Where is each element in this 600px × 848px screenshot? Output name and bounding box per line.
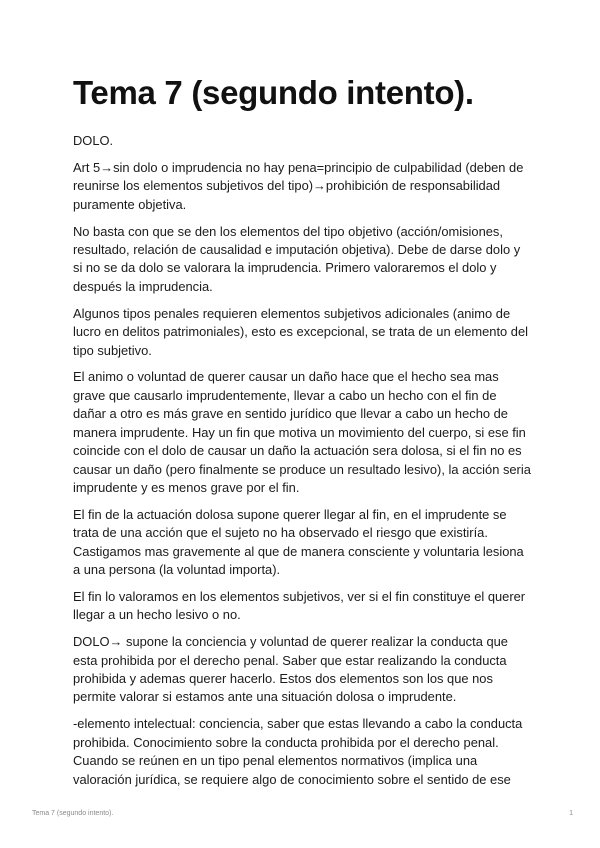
paragraph: DOLO→ supone la conciencia y voluntad de querer realizar la conducta que esta prohibida por el derecho penal. Saber que estar realizando la conducta prohibida y ademas querer hacerlo. Estos dos elementos son los que nos permite valorar si estamos ante una situación dolosa o imprudente. xyxy=(73,634,508,705)
paragraph: -elemento intelectual: conciencia, saber que estas llevando a cabo la conducta prohibida. Conocimiento sobre la conducta prohibida por el derecho penal. Cuando se reúnen en un tipo penal elementos normativos (implica una valoración jurídica, se requiere algo de conocimiento sobre el sentido de ese xyxy=(73,716,523,787)
paragraph: No basta con que se den los elementos del tipo objetivo (acción/omisiones, resultado, relación de causalidad e imputación objetiva). Debe de darse dolo y si no se da dolo se valorara la imprudencia. Primero valoraremos el dolo y después la imprudencia. xyxy=(73,223,521,294)
paragraph: Art 5→sin dolo o imprudencia no hay pena=principio de culpabilidad (deben de reunirse los elementos subjetivos del tipo)→prohibición de responsabilidad puramente objetiva. xyxy=(73,159,524,212)
paragraph-heading-dolo: DOLO. xyxy=(73,133,114,148)
page-title: Tema 7 (segundo intento). xyxy=(73,74,474,111)
paragraph: El animo o voluntad de querer causar un daño hace que el hecho sea mas grave que causarlo imprudentemente, llevar a cabo un hecho con el fin de dañar a otro es más grave en sentido jurídico que llevar a cabo un hecho de manera imprudente. Hay un fin que motiva un movimiento del cuerpo, si ese fin coincide con el dolo de causar un daño la actuación sera dolosa, si el fin no es causar un daño (pero finalmente se produce un resultado lesivo), la acción seria imprudente y es menos grave por el fin. xyxy=(73,369,531,495)
footer-title: Tema 7 (segundo intento). xyxy=(32,810,114,817)
document-page xyxy=(73,74,531,798)
paragraph: El fin de la actuación dolosa supone querer llegar al fin, en el imprudente se trata de una acción que el sujeto no ha observado el riesgo que existiría. Castigamos mas gravemente al que de manera consciente y voluntaria lesiona a una persona (la voluntad importa). xyxy=(73,506,524,578)
page-footer xyxy=(32,810,573,817)
paragraph: Algunos tipos penales requieren elementos subjetivos adicionales (animo de lucro en delitos patrimoniales), esto es excepcional, se trata de un elemento del tipo subjetivo. xyxy=(73,305,529,358)
paragraph: El fin lo valoramos en los elementos subjetivos, ver si el fin constituye el querer llegar a un hecho lesivo o no. xyxy=(73,588,526,623)
page-number: 1 xyxy=(569,810,573,817)
